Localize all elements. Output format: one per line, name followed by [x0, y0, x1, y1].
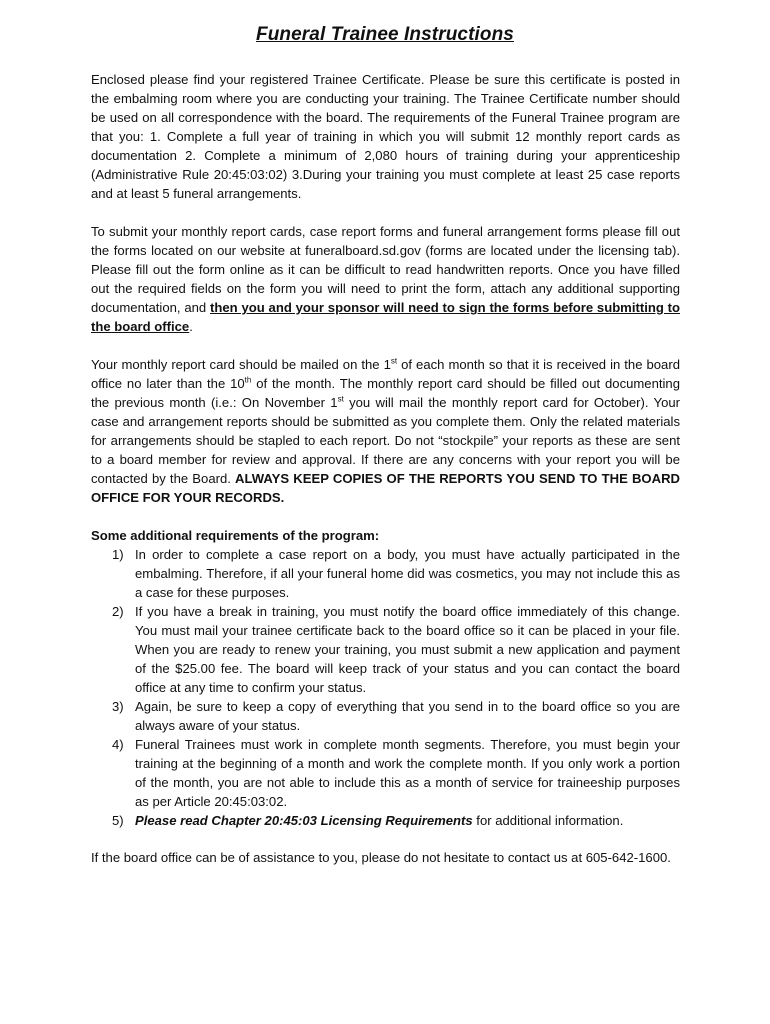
list-item [91, 811, 680, 830]
paragraph-certificate [91, 70, 680, 203]
list-item [91, 602, 680, 697]
submission-text: To submit your monthly report cards, case report forms and funeral arrangement forms please fill out the forms located on our website at funeralboard.sd.gov (forms are located under the licensing tab). Please fill out the form online as it can be difficult to read handwritten reports. Once you have filled out the required fields on the form you will need to print the form, attach any additional supporting documentation, and [91, 224, 680, 315]
paragraph-submission [91, 222, 680, 336]
list-item-text: In order to complete a case report on a body, you must have actually participated in the embalming. Therefore, if all your funeral home did was cosmetics, you may not include this as a case for these purposes. [135, 547, 680, 600]
sign-forms-emphasis: then you and your sponsor will need to sign the forms before submitting to the board office [91, 300, 680, 334]
keep-copies-emphasis: ALWAYS KEEP COPIES OF THE REPORTS YOU SEND TO THE BOARD OFFICE FOR YOUR RECORDS. [91, 471, 680, 505]
document-title: Funeral Trainee Instructions [256, 24, 514, 45]
list-item [91, 545, 680, 602]
list-item-number: 3) [112, 699, 124, 714]
licensing-requirements-emphasis: Please read Chapter 20:45:03 Licensing Requirements [135, 813, 473, 828]
paragraph-certificate-text: Enclosed please find your registered Trainee Certificate. Please be sure this certificate is posted in the embalming room where you are conducting your training. The Trainee Certificate number should be used on all correspondence with the board. The requirements of the Funeral Trainee program are that you: 1. Complete a full year of training in which you will submit 12 monthly report cards as documentation 2. Complete a minimum of 2,080 hours of training during your apprenticeship (Administrative Rule 20:45:03:02) 3.During your training you must complete at least 25 case reports and at least 5 funeral arrangements. [91, 72, 680, 201]
paragraph-monthly-report-text [91, 355, 680, 507]
list-item-text: If you have a break in training, you must notify the board office immediately of this change. You must mail your trainee certificate back to the board office so it can be placed in your file. When you are ready to renew your training, you must submit a new application and payment of the $25.00 fee. The board will keep track of your status and you can contact the board office at any time to confirm your status. [135, 604, 680, 695]
list-item-number: 2) [112, 604, 124, 619]
monthly-report-part2: of each month so that it is received in the board office no later than the 10 [91, 357, 680, 391]
paragraph-monthly-report [91, 355, 680, 507]
closing-text: If the board office can be of assistance to you, please do not hesitate to contact us at 605-642-1600. [91, 850, 671, 865]
list-item [91, 735, 680, 811]
list-item [91, 697, 680, 735]
list-item-number: 1) [112, 547, 124, 562]
monthly-report-part3: of the month. The monthly report card should be filled out documenting the previous month (i.e.: On November 1 [91, 376, 680, 410]
submission-end: . [189, 319, 193, 334]
list-item-number: 4) [112, 737, 124, 752]
list-item-text: Funeral Trainees must work in complete month segments. Therefore, you must begin your training at the beginning of a month and work the complete month. If you only work a portion of the month, you are not able to include this as a month of service for traineeship purposes as per Article 20:45:03:02. [135, 737, 680, 809]
monthly-report-part1: Your monthly report card should be mailed on the 1 [91, 357, 391, 372]
requirements-list [91, 545, 680, 830]
list-item-text: Again, be sure to keep a copy of everything that you send in to the board office so you are always aware of your status. [135, 699, 680, 733]
ordinal-sup-1: st [390, 356, 398, 366]
requirements-heading: Some additional requirements of the program: [91, 528, 380, 543]
requirements-section [91, 526, 680, 830]
closing-paragraph [91, 848, 680, 867]
ordinal-sup-3: st [337, 394, 344, 404]
list-item-number: 5) [112, 813, 124, 828]
monthly-report-part4: you will mail the monthly report card for October). Your case and arrangement reports should be submitted as you complete them. Only the related materials for arrangements should be stapled to each report. Do not “stockpile” your reports as these are sent to a board member for review and approval. If there are any concerns with your report you will be contacted by the Board. [91, 395, 680, 486]
ordinal-sup-2: th [244, 375, 252, 385]
paragraph-submission-text [91, 222, 680, 336]
list-item-text: for additional information. [472, 813, 624, 828]
